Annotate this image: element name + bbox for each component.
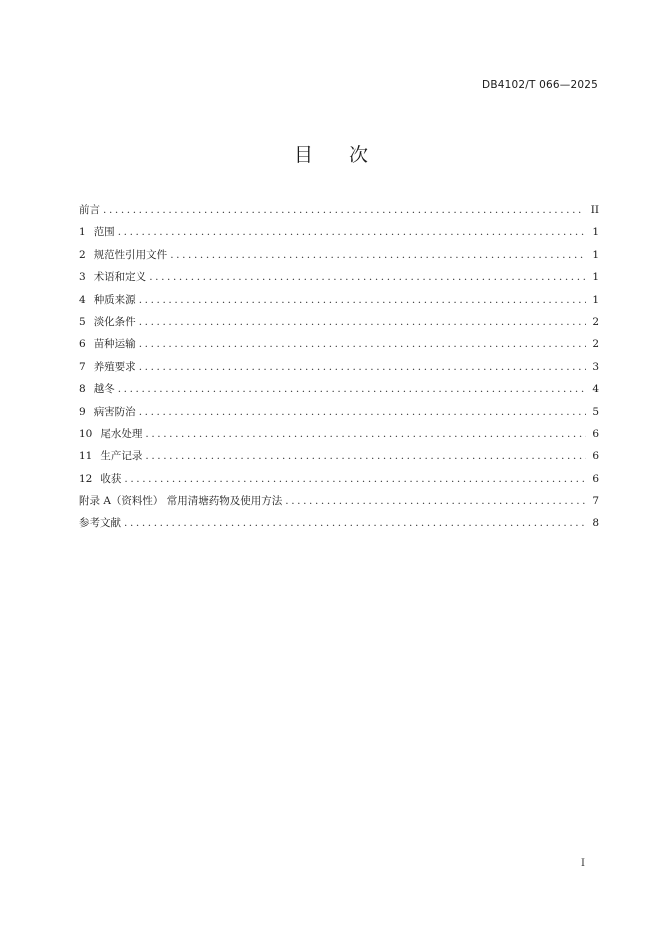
- toc-entry-7[interactable]: [79, 356, 599, 378]
- toc-leader-dots: [139, 289, 587, 311]
- toc-entry-page: 3: [592, 360, 599, 373]
- toc-entry-label: 淡化条件: [93, 315, 136, 328]
- toc-entry-number: 6: [79, 338, 86, 351]
- page-number: I: [581, 858, 585, 869]
- toc-leader-dots: [145, 445, 586, 467]
- toc-entry-number: 10: [79, 427, 93, 440]
- toc-leader-dots: [118, 221, 587, 243]
- toc-entry-page: 8: [592, 517, 599, 530]
- toc-leader-dots: [124, 468, 586, 490]
- toc-entry-number: 2: [79, 248, 86, 261]
- toc-entry-12[interactable]: [79, 468, 599, 490]
- toc-leader-dots: [139, 401, 587, 423]
- toc-entry-5[interactable]: [79, 311, 599, 333]
- toc-entry-number: 4: [79, 293, 86, 306]
- toc-leader-dots: [139, 333, 587, 355]
- toc-entry-label: 苗种运输: [93, 338, 136, 351]
- toc-leader-dots: [124, 512, 586, 534]
- toc-entry-10[interactable]: [79, 423, 599, 445]
- toc-entry-page: 2: [592, 338, 599, 351]
- toc-entry-number: 8: [79, 383, 86, 396]
- toc-entry-number: 11: [79, 450, 93, 463]
- toc-list: [79, 199, 599, 535]
- toc-entry-page: 6: [592, 450, 599, 463]
- toc-entry-label: 前言: [79, 204, 100, 216]
- toc-title-part2: 次: [349, 144, 369, 166]
- toc-entry-label: 尾水处理: [100, 427, 143, 440]
- toc-entry-page: 1: [592, 293, 599, 306]
- toc-entry-label: 参考文献: [79, 517, 121, 530]
- toc-entry-number: 9: [79, 405, 86, 418]
- toc-entry-page: 2: [592, 315, 599, 328]
- toc-entry-label: 越冬: [93, 383, 115, 396]
- toc-entry-bibliography[interactable]: [79, 512, 599, 534]
- toc-entry-2[interactable]: [79, 244, 599, 266]
- toc-entry-page: 1: [592, 248, 599, 261]
- toc-leader-dots: [285, 490, 586, 512]
- toc-entry-page: 1: [592, 226, 599, 239]
- toc-leader-dots: [170, 244, 586, 266]
- toc-entry-label: 附录 A（资料性） 常用清塘药物及使用方法: [79, 495, 283, 508]
- toc-title-part1: 目: [293, 144, 313, 166]
- toc-entry-page: 7: [592, 495, 599, 508]
- toc-entry-label: 收获: [100, 472, 122, 485]
- toc-entry-number: 12: [79, 472, 93, 485]
- toc-entry-label: 术语和定义: [93, 271, 147, 284]
- toc-entry-number: 3: [79, 271, 86, 284]
- toc-leader-dots: [149, 266, 586, 288]
- toc-entry-label: 范围: [93, 226, 115, 239]
- document-code: DB4102/T 066—2025: [482, 79, 598, 91]
- toc-entry-number: 7: [79, 360, 86, 373]
- toc-title: [0, 140, 662, 167]
- toc-entry-11[interactable]: [79, 445, 599, 467]
- toc-entry-page: 6: [592, 472, 599, 485]
- toc-entry-page: 4: [592, 383, 599, 396]
- toc-entry-9[interactable]: [79, 401, 599, 423]
- toc-entry-label: 种质来源: [93, 293, 136, 306]
- toc-entry-number: 5: [79, 315, 86, 328]
- toc-entry-4[interactable]: [79, 289, 599, 311]
- toc-leader-dots: [139, 356, 587, 378]
- toc-entry-foreword[interactable]: [79, 199, 599, 221]
- toc-entry-8[interactable]: [79, 378, 599, 400]
- toc-entry-page: II: [590, 204, 599, 216]
- toc-leader-dots: [103, 199, 585, 221]
- toc-entry-6[interactable]: [79, 333, 599, 355]
- toc-entry-page: 5: [592, 405, 599, 418]
- toc-entry-1[interactable]: [79, 221, 599, 243]
- toc-entry-label: 生产记录: [100, 450, 143, 463]
- toc-entry-number: 1: [79, 226, 86, 239]
- toc-entry-label: 养殖要求: [93, 360, 136, 373]
- toc-leader-dots: [118, 378, 587, 400]
- toc-entry-page: 1: [592, 271, 599, 284]
- toc-entry-3[interactable]: [79, 266, 599, 288]
- toc-entry-appendix-a[interactable]: [79, 490, 599, 512]
- toc-leader-dots: [139, 311, 587, 333]
- toc-entry-page: 6: [592, 427, 599, 440]
- toc-entry-label: 病害防治: [93, 405, 136, 418]
- toc-leader-dots: [145, 423, 586, 445]
- toc-entry-label: 规范性引用文件: [93, 248, 168, 261]
